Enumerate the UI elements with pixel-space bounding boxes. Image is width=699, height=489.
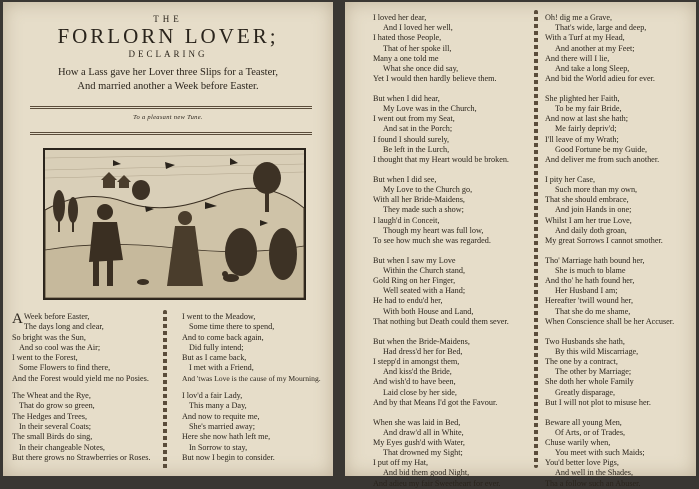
verse-line: In Sorrow to stay,	[189, 442, 248, 452]
verse-line: What she once did say,	[383, 63, 459, 73]
verse-line: Chuse warily when,	[545, 437, 611, 447]
right-page	[345, 2, 696, 488]
verse-line: The Hedges and Trees,	[12, 411, 88, 421]
verse-line: I hated those People,	[373, 33, 442, 43]
column-divider	[534, 10, 538, 468]
verse-line: To be my fair Bride,	[555, 104, 622, 114]
verse-line: And sat in the Porch;	[383, 124, 453, 134]
verse-line: They made such a show;	[383, 205, 464, 215]
verse-line: I loved her dear,	[373, 13, 427, 22]
verse-line: My great Sorrows I cannot smother.	[545, 235, 663, 245]
verse-line: I lov'd a fair Lady,	[182, 391, 243, 401]
verse-line: And there will I lie,	[545, 53, 610, 63]
tune-note: To a pleasant new Tune.	[133, 114, 203, 121]
verse-line: And bid the World adieu for ever.	[545, 74, 655, 84]
verse-line: With a Turf at my Head,	[545, 33, 625, 43]
verse-line: The days long and clear,	[23, 322, 104, 332]
verse-line: She is much to blame	[555, 265, 626, 275]
verse-line: I went to the Forest,	[12, 353, 78, 363]
verse-line: I went out from my Seat,	[373, 114, 455, 124]
verse-line: But when I saw my Love	[373, 255, 456, 265]
verse-line: And well in the Shades,	[555, 468, 633, 478]
verse-line: But there grows no Strawberries or Roses.	[12, 452, 151, 462]
verse-line: That nothing but Death could them sever.	[373, 316, 509, 326]
verse-line: That drowned my Sight;	[383, 448, 463, 458]
verse-line: In their changeable Notes,	[19, 442, 105, 452]
verse-line: But as I came back,	[182, 353, 247, 363]
verse-line: Here she now hath left me,	[182, 432, 271, 442]
verse-line: Be left in the Lurch,	[383, 144, 450, 154]
verse-line: When she was laid in Bed,	[373, 417, 461, 427]
verse-line: I put off my Hat,	[373, 458, 429, 468]
verse-line: She doth her whole Family	[545, 377, 634, 387]
verse-line: And now to requite me,	[182, 411, 260, 421]
ornamental-rule-top	[30, 106, 312, 109]
verse-line: And tho' he hath found her,	[545, 276, 635, 286]
verse-line: And another at my Feet;	[555, 43, 635, 53]
verse-line: Within the Church stand,	[383, 265, 465, 275]
verse-line: But I will not plot to misuse her.	[545, 397, 651, 407]
verse-line: And by that Means I'd got the Favour.	[373, 397, 498, 407]
verse-line: Such more than my own,	[555, 185, 638, 194]
verse-line: And draw'd all in White,	[383, 427, 464, 437]
verse-line: And daily doth groan,	[555, 225, 627, 235]
verse-line: And I loved her well,	[383, 23, 453, 33]
verse-line: To see how much she was regarded.	[373, 235, 491, 245]
verse-column-right-page-right	[545, 13, 695, 489]
verse-line: Good Fortune be my Guide,	[555, 144, 648, 154]
verse-line: Did fully intend;	[189, 342, 244, 352]
verse-line: And wish'd to have been,	[373, 377, 456, 387]
verse-line: Had dress'd her for Bed,	[383, 346, 463, 356]
verse-line: My Love to the Church go,	[383, 185, 473, 194]
verse-line: Of Arts, or of Trades,	[555, 427, 626, 437]
verse-line: My Love was in the Church,	[383, 104, 477, 114]
verse-line: And adieu my fair Sweetheart for ever.	[373, 478, 501, 488]
verse-line: Beware all young Men,	[545, 417, 622, 427]
verse-line: So bright was the Sun,	[12, 332, 86, 342]
verse-line: Greatly disparage,	[555, 387, 616, 397]
verse-line: I pity her Case,	[545, 174, 596, 184]
verse-line: Whilst I am her true Love,	[545, 215, 632, 225]
verse-line: That do grow so green,	[19, 401, 95, 411]
verse-line: In their several Coats;	[19, 421, 92, 431]
verse-line: Hereafter 'twill wound her,	[545, 296, 633, 306]
verse-line: The one by a contract,	[545, 357, 618, 366]
verse-line: And the Forest would yield me no Posies.	[12, 373, 149, 383]
left-page	[3, 2, 333, 476]
verse-line: That of her spoke ill,	[383, 43, 452, 53]
column-divider	[163, 310, 167, 470]
verse-line: Laid close by her side,	[383, 387, 457, 397]
verse-line: Two Husbands she hath,	[545, 336, 625, 346]
verse-line: I met with a Friend,	[189, 363, 254, 373]
verse-line: I stepp'd in amongst them,	[373, 357, 460, 366]
subtitle-line-1: How a Lass gave her Lover three Slips for a Teaster,	[58, 67, 278, 78]
verse-line: I found I should surely,	[373, 134, 450, 144]
ornamental-rule-bottom	[30, 132, 312, 135]
verse-line: And take a long Sleep,	[555, 63, 630, 73]
verse-line: I thought that my Heart would be broken.	[373, 155, 509, 165]
heading-declaring: DECLARING	[128, 49, 208, 59]
verse-line: I went to the Meadow,	[182, 312, 256, 321]
verse-line: Her Husband I am;	[555, 286, 618, 296]
verse-line: She's married away;	[189, 421, 256, 431]
verse-line: But when I did hear,	[373, 93, 440, 103]
verse-line: With both House and Land,	[383, 306, 474, 316]
verse-line: And bid them good Night,	[383, 468, 470, 478]
verse-column-right-page-left	[373, 13, 533, 489]
subtitle-line-2: And married another a Week before Easter.	[77, 81, 259, 92]
verse-line: I laugh'd in Conceit,	[373, 215, 440, 225]
heading-the: THE	[153, 14, 183, 24]
verse-line: And 'twas Love is the cause of my Mourning.	[182, 373, 321, 383]
verse-line: Gold Ring on her Finger,	[373, 276, 456, 286]
verse-line: You'd better love Pigs,	[545, 458, 619, 468]
verse-line: And deliver me from such another.	[545, 155, 660, 165]
verse-column-right	[182, 312, 332, 463]
verse-line: Some Flowers to find there,	[19, 363, 111, 373]
verse-line: Though my heart was full low,	[383, 225, 484, 235]
verse-line: The small Birds do sing,	[12, 432, 93, 442]
verse-line: He had to endu'd her,	[373, 296, 443, 306]
verse-line: With all her Bride-Maidens,	[373, 195, 465, 205]
verse-line: And now at last she hath;	[545, 114, 628, 124]
verse-column-left	[12, 312, 160, 463]
verse-line: When Conscience shall be her Accuser.	[545, 316, 675, 326]
verse-line: But when I did see,	[373, 174, 437, 184]
verse-line: The other by Marriage;	[555, 367, 632, 377]
verse-line: That's wide, large and deep,	[555, 23, 647, 33]
verse-line: And to come back again,	[182, 332, 264, 342]
verse-line: Some time there to spend,	[189, 322, 275, 332]
verse-line: By this wild Miscarriage,	[555, 346, 639, 356]
ballad-title: FORLORN LOVER;	[57, 24, 279, 48]
verse-line: My Eyes gush'd with Water,	[373, 437, 465, 447]
verse-line: She plighted her Faith,	[545, 93, 620, 103]
verse-line: Well seated with a Hand;	[383, 286, 466, 296]
verse-line: A Week before Easter,	[12, 311, 90, 327]
verse-line: Yet I would then hardly believe them.	[373, 74, 497, 84]
verse-line: This many a Day,	[189, 401, 247, 411]
verse-line: That she should embrace,	[545, 195, 629, 205]
woodcut-scene-image	[45, 150, 304, 298]
verse-line: You meet with such Maids;	[555, 448, 645, 458]
verse-line: Oh! dig me a Grave,	[545, 13, 613, 22]
verse-line: Me fairly depriv'd;	[555, 124, 617, 134]
verse-line: And join Hands in one;	[555, 205, 632, 215]
verse-line: And kiss'd the Bride,	[383, 367, 452, 377]
verse-line: But now I begin to consider.	[182, 452, 275, 462]
drop-capital: A	[12, 311, 23, 327]
verse-line: Tha a follow such an Abuser.	[545, 478, 641, 488]
verse-line: That she do me shame,	[555, 306, 631, 316]
verse-line: Tho' Marriage hath bound her,	[545, 255, 645, 265]
verse-line: I'll leave of my Wrath;	[545, 134, 619, 144]
woodcut-illustration	[43, 148, 306, 300]
verse-line: But when the Bride-Maidens,	[373, 336, 470, 346]
verse-line: Many a one told me	[373, 53, 439, 63]
verse-line: The Wheat and the Rye,	[12, 391, 91, 401]
verse-line: And so cool was the Air;	[19, 342, 101, 352]
